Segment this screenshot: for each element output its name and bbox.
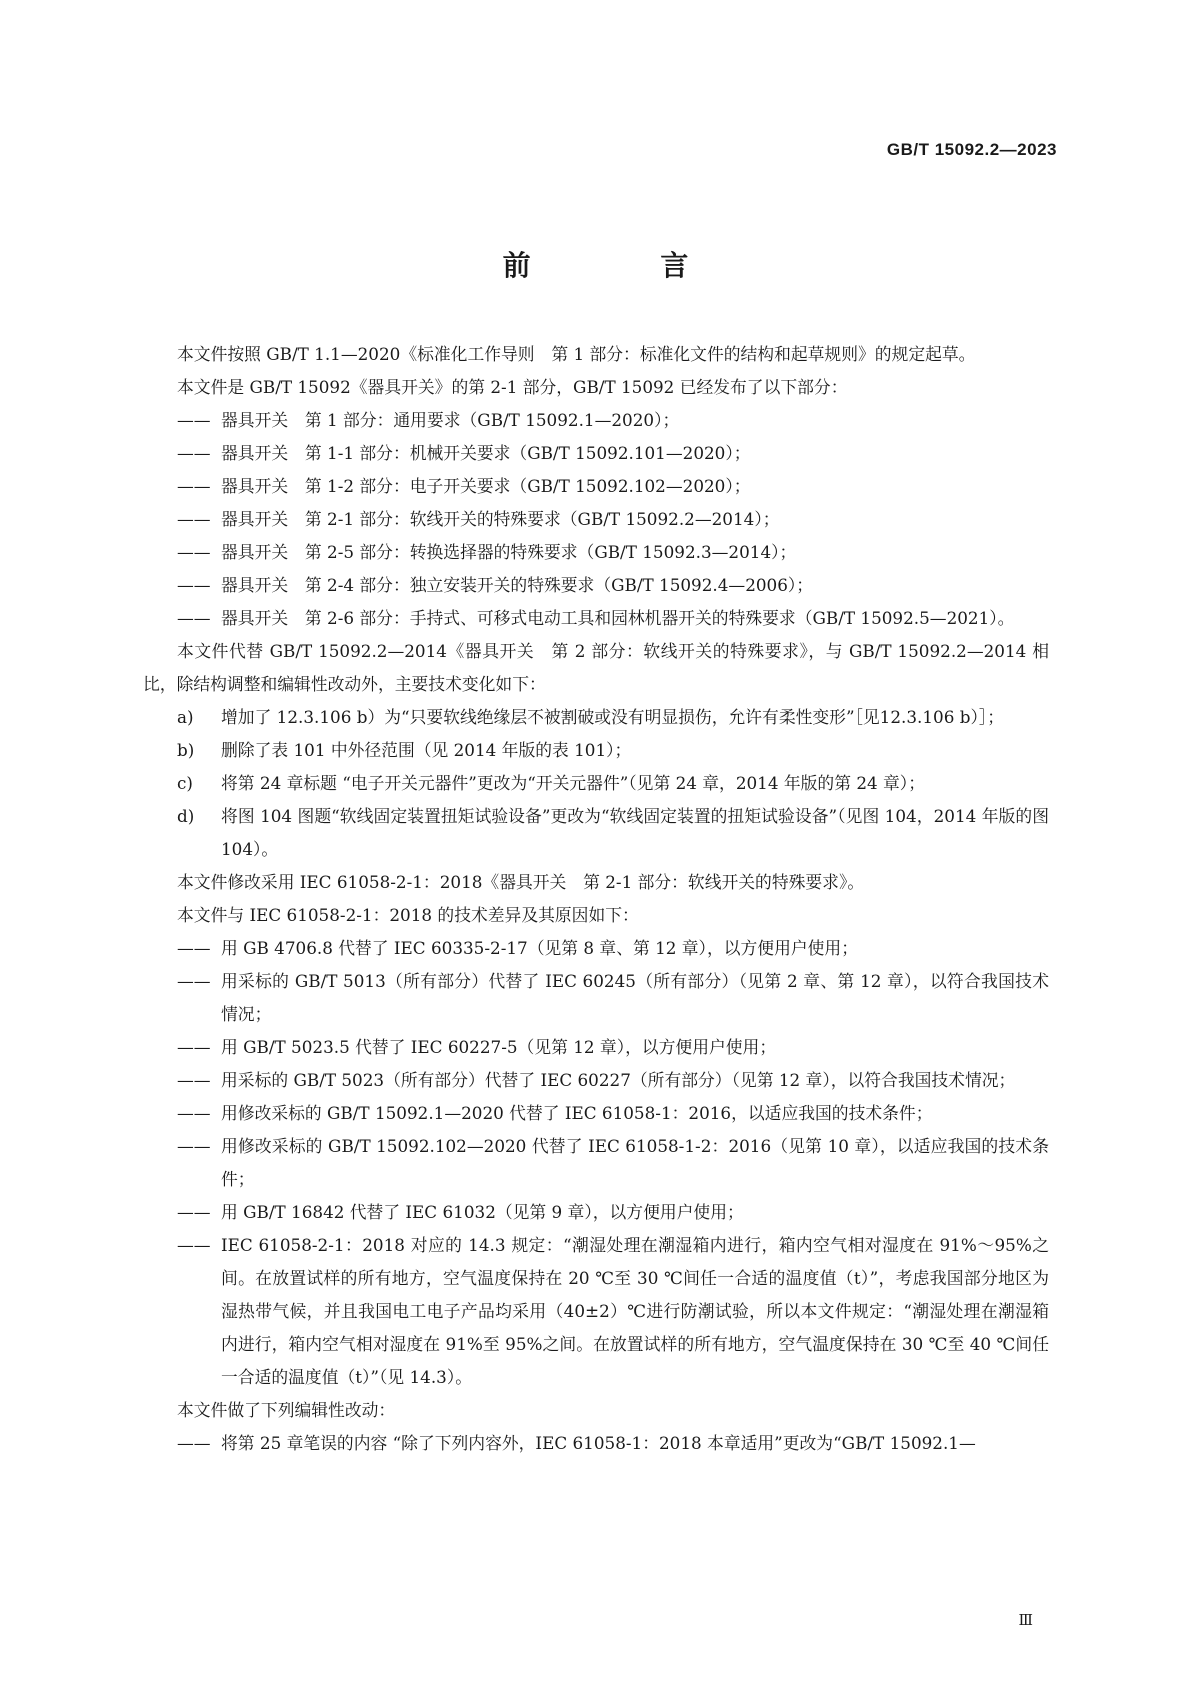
dash-mark: ——	[177, 575, 211, 595]
change-item-label: d)	[177, 806, 195, 826]
dash-mark: ——	[177, 971, 211, 991]
list-item-text: 器具开关 第 2-5 部分：转换选择器的特殊要求（GB/T 15092.3—2014）；	[221, 542, 797, 562]
list-item-text: 用修改采标的 GB/T 15092.1—2020 代替了 IEC 61058-1：2016，以适应我国的技术条件；	[221, 1103, 933, 1123]
dash-mark: ——	[177, 476, 211, 496]
paragraph: 本文件与 IEC 61058-2-1：2018 的技术差异及其原因如下：	[177, 905, 639, 925]
list-item-text: 用 GB/T 16842 代替了 IEC 61032（见第 9 章），以方便用户使用；	[221, 1202, 744, 1222]
change-item	[143, 701, 1049, 734]
change-item-text: 将第 24 章标题 “电子开关元器件”更改为“开关元器件”（见第 24 章，2014 年版的第 24 章）；	[221, 773, 925, 793]
standard-number: GB/T 15092.2—2023	[886, 140, 1057, 159]
dash-mark: ——	[177, 1103, 211, 1123]
list-item-text: 将第 25 章笔误的内容 “除了下列内容外，IEC 61058-1：2018 本章适用”更改为“GB/T 15092.1—	[221, 1433, 976, 1453]
dash-list-item	[143, 470, 1049, 503]
dash-list-item	[143, 1229, 1049, 1394]
dash-mark: ——	[177, 1202, 211, 1222]
change-item	[143, 767, 1049, 800]
dash-mark: ——	[177, 410, 211, 430]
dash-mark: ——	[177, 542, 211, 562]
change-item-text: 将图 104 图题“软线固定装置扭矩试验设备”更改为“软线固定装置的扭矩试验设备”（见图 104，2014 年版的图 104）。	[221, 806, 1049, 859]
foreword-body	[143, 338, 1049, 1460]
change-item-text: 删除了表 101 中外径范围（见 2014 年版的表 101）；	[221, 740, 632, 760]
change-item-label: a)	[177, 707, 194, 727]
list-item-text: 器具开关 第 1-1 部分：机械开关要求（GB/T 15092.101—2020）；	[221, 443, 751, 463]
dash-list-item	[143, 1064, 1049, 1097]
dash-mark: ——	[177, 1037, 211, 1057]
dash-list-item	[143, 1097, 1049, 1130]
changes-list	[143, 701, 1049, 866]
dash-list-item	[143, 404, 1049, 437]
list-item-text: 用修改采标的 GB/T 15092.102—2020 代替了 IEC 61058-1-2：2016（见第 10 章），以适应我国的技术条件；	[221, 1136, 1049, 1189]
list-item-text: IEC 61058-2-1：2018 对应的 14.3 规定：“潮湿处理在潮湿箱内进行，箱内空气相对湿度在 91%～95%之间。在放置试样的所有地方，空气温度保持在 20 ℃至 30 ℃间任一合适的温度值（t）”，考虑我国部分地区为湿热带气候，并且我国电工电子产品均采用（40±2）℃进行防潮试验，所以本文件规定：“潮湿处理在潮湿箱内进行，箱内空气相对湿度在 91%至 95%之间。在放置试样的所有地方，空气温度保持在 30 ℃至 40 ℃间任一合适的温度值（t）”（见 14.3）。	[221, 1235, 1049, 1387]
change-item-label: c)	[177, 773, 193, 793]
paragraph: 本文件按照 GB/T 1.1—2020《标准化工作导则 第 1 部分：标准化文件的结构和起草规则》的规定起草。	[177, 344, 976, 364]
parts-list	[143, 404, 1049, 635]
dash-list-item	[143, 1427, 1049, 1460]
list-item-text: 用 GB 4706.8 代替了 IEC 60335-2-17（见第 8 章、第 12 章），以方便用户使用；	[221, 938, 858, 958]
page-title: 前 言	[502, 249, 749, 282]
list-item-text: 器具开关 第 1 部分：通用要求（GB/T 15092.1—2020）；	[221, 410, 680, 430]
differences-list	[143, 932, 1049, 1394]
dash-mark: ——	[177, 1235, 211, 1255]
dash-mark: ——	[177, 509, 211, 529]
list-item-text: 器具开关 第 1-2 部分：电子开关要求（GB/T 15092.102—2020）；	[221, 476, 751, 496]
list-item-text: 用采标的 GB/T 5023（所有部分）代替了 IEC 60227（所有部分）（见第 12 章），以符合我国技术情况；	[221, 1070, 1016, 1090]
editorial-changes-list	[143, 1427, 1049, 1460]
list-item-text: 用采标的 GB/T 5013（所有部分）代替了 IEC 60245（所有部分）（见第 2 章、第 12 章），以符合我国技术情况；	[221, 971, 1049, 1024]
dash-mark: ——	[177, 938, 211, 958]
dash-list-item	[143, 437, 1049, 470]
change-item-text: 增加了 12.3.106 b）为“只要软线绝缘层不被割破或没有明显损伤，允许有柔性变形”［见12.3.106 b）］；	[221, 707, 1005, 727]
change-item-label: b)	[177, 740, 195, 760]
dash-list-item	[143, 602, 1049, 635]
paragraph: 本文件是 GB/T 15092《器具开关》的第 2-1 部分，GB/T 15092 已经发布了以下部分：	[177, 377, 848, 397]
change-item	[143, 734, 1049, 767]
dash-list-item	[143, 932, 1049, 965]
dash-list-item	[143, 1031, 1049, 1064]
change-item	[143, 800, 1049, 866]
dash-mark: ——	[177, 608, 211, 628]
dash-list-item	[143, 503, 1049, 536]
dash-list-item	[143, 1130, 1049, 1196]
page-number: Ⅲ	[1018, 1611, 1033, 1629]
list-item-text: 器具开关 第 2-4 部分：独立安装开关的特殊要求（GB/T 15092.4—2006）；	[221, 575, 814, 595]
dash-mark: ——	[177, 1136, 211, 1156]
list-item-text: 器具开关 第 2-1 部分：软线开关的特殊要求（GB/T 15092.2—2014）；	[221, 509, 780, 529]
paragraph: 本文件修改采用 IEC 61058-2-1：2018《器具开关 第 2-1 部分：软线开关的特殊要求》。	[177, 872, 865, 892]
dash-mark: ——	[177, 443, 211, 463]
dash-list-item	[143, 569, 1049, 602]
dash-list-item	[143, 1196, 1049, 1229]
list-item-text: 用 GB/T 5023.5 代替了 IEC 60227-5（见第 12 章），以方便用户使用；	[221, 1037, 777, 1057]
paragraph: 本文件做了下列编辑性改动：	[177, 1400, 396, 1420]
dash-mark: ——	[177, 1433, 211, 1453]
dash-mark: ——	[177, 1070, 211, 1090]
dash-list-item	[143, 536, 1049, 569]
paragraph: 本文件代替 GB/T 15092.2—2014《器具开关 第 2 部分：软线开关的特殊要求》，与 GB/T 15092.2—2014 相比，除结构调整和编辑性改动外，主要技术变化如下：	[143, 641, 1049, 694]
list-item-text: 器具开关 第 2-6 部分：手持式、可移式电动工具和园林机器开关的特殊要求（GB/T 15092.5—2021）。	[221, 608, 1015, 628]
dash-list-item	[143, 965, 1049, 1031]
